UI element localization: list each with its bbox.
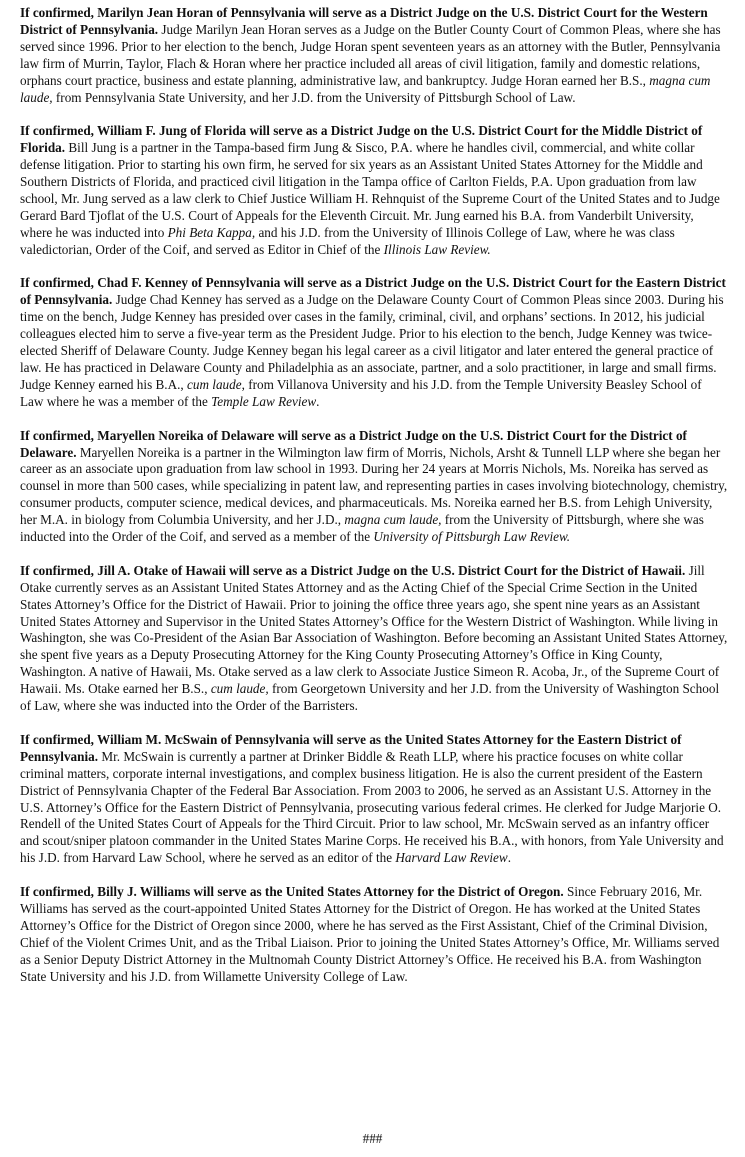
end-of-release-mark: ### xyxy=(362,1131,383,1146)
nomination-text: , from Villanova University and his J.D. from the Temple University Beasley School of Law where he was a member of the xyxy=(20,376,702,409)
nomination-text: and his J.D. from the University of Illinois College of Law, where he was class valedictorian, Order of the Coif, and served as Editor in Chief of the xyxy=(20,224,675,257)
nomination-paragraph xyxy=(20,732,728,867)
nomination-lead: If confirmed, Chad F. Kenney of Pennsylvania will serve as a District Judge on the U.S. District Court for the Eastern District of Pennsylvania. xyxy=(20,275,726,308)
nomination-lead: If confirmed, Maryellen Noreika of Delaware will serve as a District Judge on the U.S. District Court for the District of Delaware. xyxy=(20,427,687,460)
nomination-text: from Georgetown University and her J.D. from the University of Washington School of Law, where she was inducted into the Order of the Barristers. xyxy=(20,681,720,714)
nomination-text-italic: Temple Law Review xyxy=(211,393,317,409)
nomination-text: . xyxy=(316,393,320,409)
nomination-paragraph xyxy=(20,563,728,715)
nomination-paragraph xyxy=(20,428,728,546)
nomination-text: from the University of Pittsburgh, where she was inducted into the Order of the Coif, and served as a member of the xyxy=(20,512,704,545)
nomination-text: Jill Otake currently serves as an Assistant United States Attorney and as the Acting Chief of the Special Crime Section in the United States Attorney’s Office for the District of Hawaii. Prior to joining the office three years ago, she spent nine years as an Assistant United States Attorney and Supervisor in the United States Attorney’s Office for the Western District of Washington. While living in Washington, she was Co-President of the Asian Bar Association of Washington. Before becoming an Assistant United States Attorney, she spent five years as a Deputy Prosecuting Attorney for the King County Prosecuting Attorney’s Office in King County, Washington. A native of Hawaii, Ms. Otake served as a law clerk to Associate Justice Simeon R. Acoba, Jr., of the Supreme Court of Hawaii. Ms. Otake earned her B.S., xyxy=(20,562,728,697)
nomination-text-italic: magna cum laude, xyxy=(344,512,442,528)
nomination-lead: If confirmed, William F. Jung of Florida will serve as a District Judge on the U.S. District Court for the Middle District of Florida. xyxy=(20,123,703,156)
nominations-document xyxy=(20,5,728,1002)
nomination-paragraph xyxy=(20,123,728,258)
nomination-text-italic: Harvard Law Review xyxy=(395,850,508,866)
nomination-text-italic: Phi Beta Kappa, xyxy=(167,224,256,240)
nomination-paragraph xyxy=(20,275,728,410)
nomination-text-italic: cum laude xyxy=(187,376,242,392)
nomination-text-italic: cum laude, xyxy=(210,681,269,697)
nomination-text: Maryellen Noreika is a partner in the Wilmington law firm of Morris, Nichols, Arsht & Tunnell LLP where she began her career as an associate upon graduation from law school in 1993. During her 24 years at Morris Nichols, Ms. Noreika has served as counsel in more than 500 cases, while specializing in patent law, and representing parties in cases involving biotechnology, chemistry, consumer products, computer science, medical devices, and pharmaceuticals. Ms. Noreika earned her B.S. from Lehigh University, her M.A. in biology from Columbia University, and her J.D., xyxy=(20,444,728,528)
nomination-text-italic: University of Pittsburgh Law Review. xyxy=(373,529,571,545)
nomination-text: Since February 2016, Mr. Williams has served as the court-appointed United States Attorney for the District of Oregon. He has worked at the United States Attorney’s Office for the District of Oregon since 2000, where he has served as the First Assistant, Chief of the Criminal Division, Chief of the Violent Crimes Unit, and as the Tribal Liaison. Prior to joining the United States Attorney’s Office, Mr. Williams served as a Senior Deputy District Attorney in the Multnomah County District Attorney’s Office. He received his B.A. from Washington State University and his J.D. from Willamette University College of Law. xyxy=(20,884,720,984)
nomination-paragraph xyxy=(20,5,728,106)
nomination-text-italic: magna cum laude, xyxy=(20,72,711,105)
nomination-text: Mr. McSwain is currently a partner at Drinker Biddle & Reath LLP, where his practice focuses on white collar criminal matters, corporate internal investigations, and complex business litigation. He is also the current president of the Eastern District of Pennsylvania Chapter of the Federal Bar Association. From 2003 to 2006, he served as an Assistant U.S. Attorney in the U.S. Attorney’s Office for the Eastern District of Pennsylvania, prosecuting various federal crimes. He clerked for Judge Marjorie O. Rendell of the United States Court of Appeals for the Third Circuit. Prior to law school, Mr. McSwain served as an infantry officer and scout/sniper platoon commander in the United States Marine Corps. He received his B.A., with honors, from Yale University and his J.D. from Harvard Law School, where he served as an editor of the xyxy=(20,748,724,866)
nomination-text-italic: Illinois Law Review. xyxy=(383,241,491,257)
nomination-lead: If confirmed, Billy J. Williams will serve as the United States Attorney for the District of Oregon. xyxy=(20,884,564,900)
nomination-text: from Pennsylvania State University, and her J.D. from the University of Pittsburgh School of Law. xyxy=(52,89,576,105)
nomination-lead: If confirmed, Jill A. Otake of Hawaii will serve as a District Judge on the U.S. District Court for the District of Hawaii. xyxy=(20,562,686,578)
nomination-text: Bill Jung is a partner in the Tampa-based firm Jung & Sisco, P.A. where he handles civil, commercial, and white collar defense litigation. Prior to starting his own firm, he served for six years as an Assistant United States Attorney for the Middle and Southern Districts of Florida, and practiced civil litigation in the Tampa office of Carlton Fields, P.A. Upon graduation from law school, Mr. Jung served as a law clerk to Chief Justice William H. Rehnquist of the Supreme Court of the United States and to Judge Gerard Bard Tjoflat of the U.S. Court of Appeals for the Eleventh Circuit. Mr. Jung earned his B.A. from Vanderbilt University, where he was inducted into xyxy=(20,140,720,240)
nomination-text: . xyxy=(507,850,511,866)
nomination-text: Judge Marilyn Jean Horan serves as a Judge on the Butler County Court of Common Pleas, where she has served since 1996. Prior to her election to the bench, Judge Horan spent seventeen years as an attorney with the Butler, Pennsylvania law firm of Murrin, Taylor, Flach & Horan where her practice included all areas of civil litigation, family and domestic relations, orphans court practice, business and estate planning, administrative law, and bankruptcy. Judge Horan earned her B.S., xyxy=(20,21,721,88)
nomination-lead: If confirmed, Marilyn Jean Horan of Pennsylvania will serve as a District Judge on the U.S. District Court for the Western District of Pennsylvania. xyxy=(20,5,708,37)
nomination-text: Judge Chad Kenney has served as a Judge on the Delaware County Court of Common Pleas since 2003. During his time on the bench, Judge Kenney has presided over cases in the family, criminal, civil, and orphans’ sections. In 2012, his judicial colleagues elected him to serve a five-year term as the President Judge. Prior to his election to the bench, Judge Kenney was twice-elected Sheriff of Delaware County. Judge Kenney began his legal career as a civil litigator and later entered the general practice of law. He has practiced in Delaware County and Philadelphia as an associate, partner, and a solo practitioner, in large and small firms. Judge Kenney earned his B.A., xyxy=(20,292,724,392)
nomination-paragraph xyxy=(20,884,728,985)
nomination-lead: If confirmed, William M. McSwain of Pennsylvania will serve as the United States Attorney for the Eastern District of Pennsylvania. xyxy=(20,731,682,764)
